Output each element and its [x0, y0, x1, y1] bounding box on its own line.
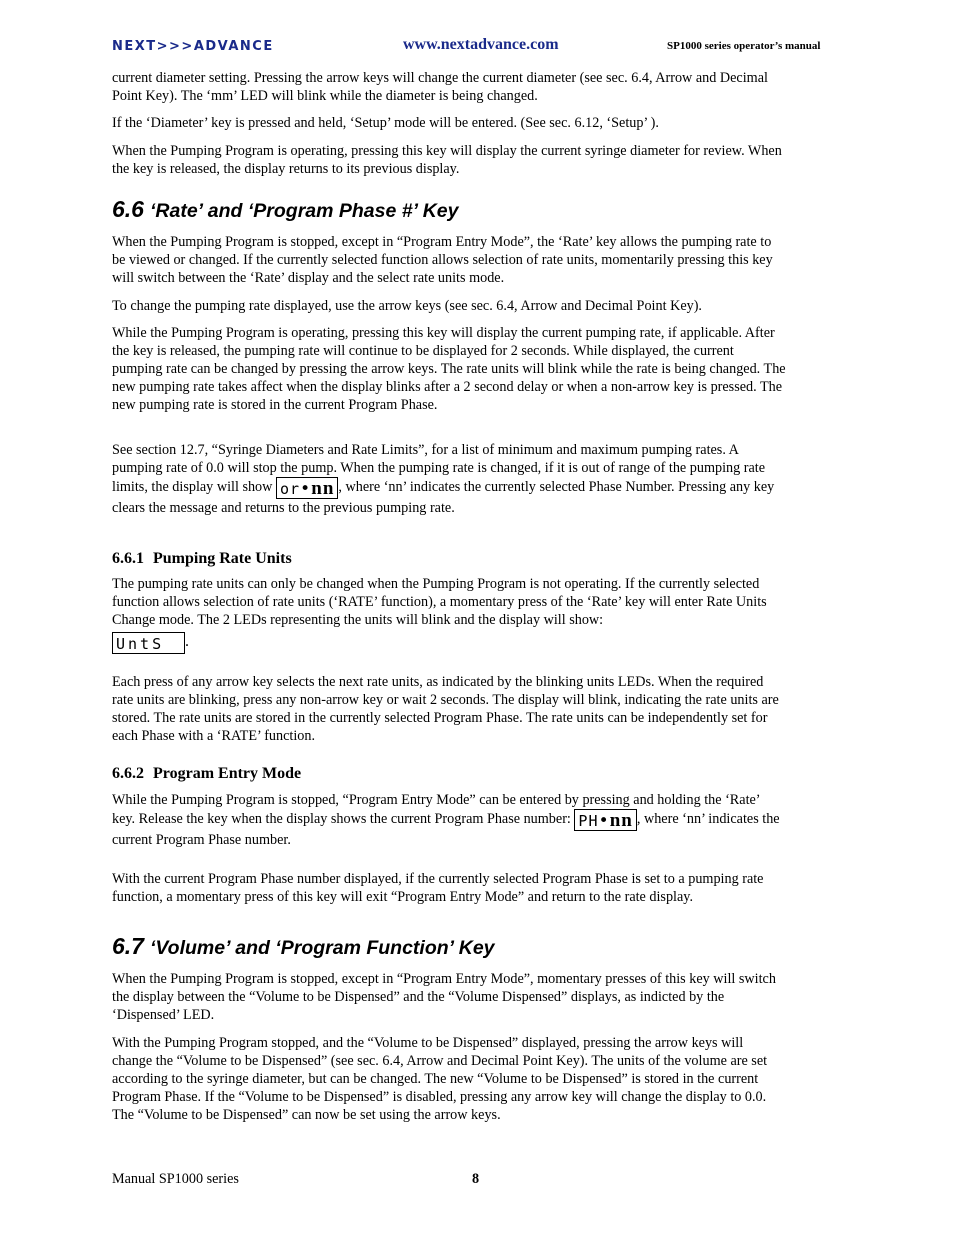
section-heading-6-7: 6.7 ‘Volume’ and ‘Program Function’ Key: [112, 933, 495, 959]
paragraph: To change the pumping rate displayed, use the arrow keys (see sec. 6.4, Arrow and Decimal Point Key).: [112, 298, 702, 314]
page-header: [112, 36, 842, 58]
lcd-display-ph: PH•nn: [574, 809, 636, 831]
paragraph: While the Pumping Program is stopped, “Program Entry Mode” can be entered by pressing and holding the ‘Rate’ key. Release the key when the display shows the current Program Phase number: PH•nn , where ‘nn’ indicates the current Program Phase number.: [112, 792, 780, 848]
paragraph: The pumping rate units can only be changed when the Pumping Program is not operating. If the currently selected function allows selection of rate units (‘RATE’ function), a momentary press of the ‘Rate’ key will enter Rate Units Change mode. The 2 LEDs representing the units will blink and the display will show:: [112, 576, 767, 628]
paragraph: With the current Program Phase number displayed, if the currently selected Program Phase is set to a pumping rate function, a momentary press of this key will exit “Program Entry Mode” and return to the rate display.: [112, 871, 764, 905]
manual-title: SP1000 series operator’s manual: [667, 40, 821, 52]
subsection-heading-6-6-2: 6.6.2 Program Entry Mode: [112, 765, 302, 782]
page-number: 8: [472, 1171, 480, 1187]
paragraph: See section 12.7, “Syringe Diameters and Rate Limits”, for a list of minimum and maximum pumping rates. A pumping rate of 0.0 will stop the pump. When the pumping rate is changed, if it is out of range of the pumping rate limits, the display will show or•nn , where ‘nn’ indicates the currently selected Phase Number. Pressing any key clears the message and returns to the previous pumping rate.: [112, 442, 775, 516]
footer-manual-name: Manual SP1000 series: [112, 1171, 239, 1187]
website-url[interactable]: www.nextadvance.com: [403, 36, 559, 53]
paragraph: Each press of any arrow key selects the next rate units, as indicated by the blinking units LEDs. When the required rate units are blinking, press any non-arrow key or wait 2 seconds. The display will blink, indicating the rate units are stored. The rate units are stored in the currently selected Program Phase. The rate units can be independently set for each Phase with a ‘RATE’ function.: [112, 674, 779, 744]
paragraph: When the Pumping Program is stopped, except in “Program Entry Mode”, momentary presses of this key will switch the display between the “Volume to be Dispensed” and the “Volume Dispensed” displays, as indicted by the ‘Dispensed’ LED.: [112, 971, 776, 1023]
section-heading-6-6: [112, 196, 786, 223]
paragraph: When the Pumping Program is operating, pressing this key will display the current syringe diameter for review. When the key is released, the display returns to its previous display.: [112, 143, 782, 177]
paragraph: While the Pumping Program is operating, pressing this key will display the current pumping rate, if applicable. After the key is released, the pumping rate will continue to be displayed for 2 seconds. While displayed, the current pumping rate can be changed by pressing the arrow keys. The rate units will blink while the rate is being changed. The new pumping rate takes affect when the display blinks after a 2 second delay or when a non-arrow key is pressed. The new pumping rate is stored in the current Program Phase.: [112, 325, 786, 413]
lcd-units-row: UntS .: [112, 632, 786, 654]
paragraph: current diameter setting. Pressing the arrow keys will change the current diameter (see sec. 6.4, Arrow and Decimal Point Key). The ‘mm’ LED will blink while the diameter is being changed.: [112, 70, 768, 104]
section-title: ‘Rate’ and ‘Program Phase #’ Key: [149, 200, 459, 222]
company-logo: NEXT>>>ADVANCE: [112, 39, 274, 54]
page-footer: [112, 1171, 786, 1188]
paragraph: With the Pumping Program stopped, and the “Volume to be Dispensed” displayed, pressing the arrow keys will change the “Volume to be Dispensed” (see sec. 6.4, Arrow and Decimal Point Key). The units of the volume are set according to the syringe diameter, but can be changed. The new “Volume to be Dispensed” is stored in the current Program Phase. If the “Volume to be Dispensed” is disabled, pressing any arrow key will change the display to 0.0. The “Volume to be Dispensed” can now be set using the arrow keys.: [112, 1035, 768, 1123]
subsection-heading-6-6-1: 6.6.1 Pumping Rate Units: [112, 550, 292, 567]
lcd-display-units: UntS: [112, 632, 185, 654]
lcd-display-or: or•nn: [276, 477, 338, 499]
paragraph: If the ‘Diameter’ key is pressed and held, ‘Setup’ mode will be entered. (See sec. 6.12, ‘Setup’ ).: [112, 115, 659, 131]
paragraph: When the Pumping Program is stopped, except in “Program Entry Mode”, the ‘Rate’ key allows the pumping rate to be viewed or changed. If the currently selected function allows selection of rate units, momentarily pressing this key will switch between the ‘Rate’ display and the select rate units mode.: [112, 234, 773, 286]
section-number: 6.6: [112, 196, 144, 222]
